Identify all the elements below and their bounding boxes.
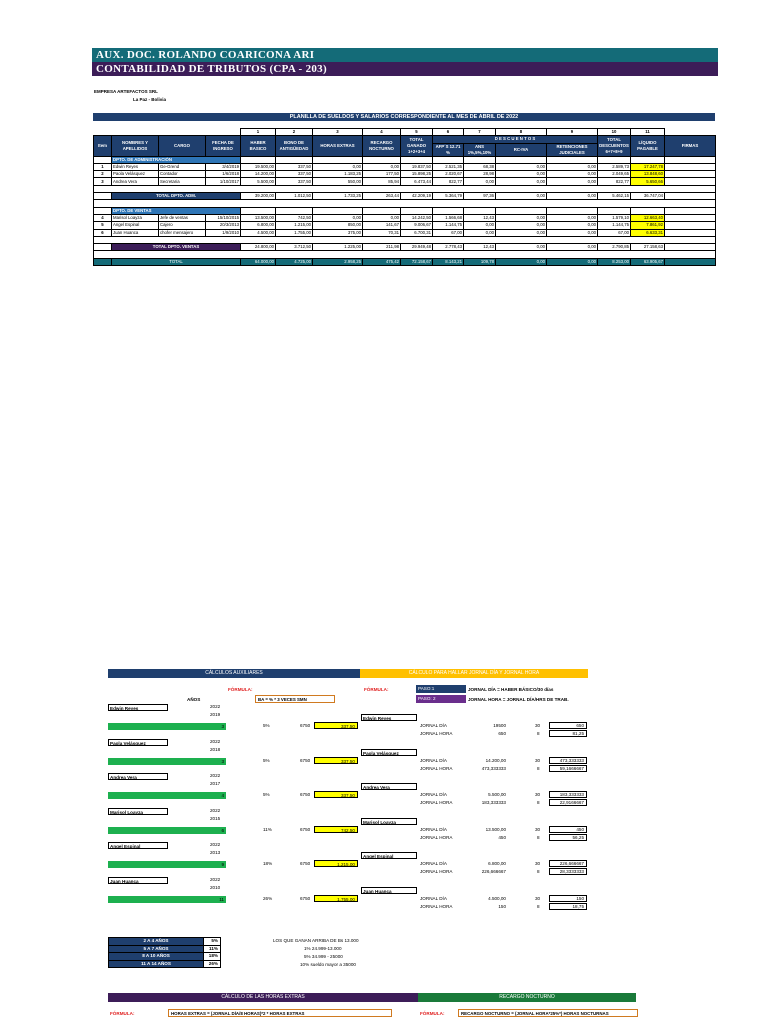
bono-result: 337,50 bbox=[314, 757, 358, 764]
jornal-hora-label: JORNAL HORA bbox=[420, 731, 453, 736]
table-cell: 1.755,00 bbox=[276, 229, 313, 236]
table-cell: 5.650,66 bbox=[631, 178, 665, 185]
jornal-hora-result: 18,75 bbox=[549, 903, 587, 910]
table-row bbox=[94, 214, 716, 221]
table-cell: 0,00 bbox=[496, 214, 547, 221]
year-ingreso: 2017 bbox=[210, 781, 221, 786]
table-cell: 7.861,92 bbox=[631, 222, 665, 229]
jornal-hora-label: JORNAL HORA bbox=[420, 834, 453, 840]
jornal-dia-result: 473,333333 bbox=[549, 757, 587, 764]
table-cell: 5 bbox=[94, 222, 112, 229]
jornal-hora-result: 56,25 bbox=[549, 834, 587, 841]
jornal-dia-label: JORNAL DÍA bbox=[420, 895, 447, 901]
table-cell: 14.242,50 bbox=[401, 214, 433, 221]
jornal-dia-label: JORNAL DÍA bbox=[420, 723, 447, 728]
table-row bbox=[94, 163, 716, 170]
smn-value: 6750 bbox=[300, 895, 311, 901]
note-4: 10% sueldo mayor a 35000 bbox=[300, 962, 356, 967]
total-sales-row bbox=[94, 244, 716, 251]
table-cell: 17.247,78 bbox=[631, 163, 665, 170]
jornal-dia-value: 6.800,00 bbox=[488, 861, 506, 866]
divisor-8: 8 bbox=[537, 869, 540, 874]
table-cell: Andrea Vera bbox=[112, 178, 159, 185]
note-1: LOS QUE GANAN ARRIBA DE Bs 13.000 bbox=[273, 938, 359, 943]
jornal-dia-value: 4.500,00 bbox=[488, 895, 506, 901]
year-current: 2022 bbox=[210, 807, 221, 813]
years-worked-bar: 4 bbox=[108, 792, 226, 799]
table-cell: 1/6/2018 bbox=[206, 171, 241, 178]
years-worked-bar: 11 bbox=[108, 896, 226, 903]
total-cell: 0,00 bbox=[547, 258, 598, 265]
formula-box-he: HORAS EXTRAS = (JORNAL DÍA/8 HORAS)*2 * HORAS EXTRAS bbox=[168, 1009, 392, 1017]
table-row bbox=[94, 222, 716, 229]
total-cell: 42.209,19 bbox=[401, 193, 433, 200]
total-cell: 4.725,00 bbox=[276, 258, 313, 265]
table-cell: 5.500,00 bbox=[241, 178, 276, 185]
table-cell: 0,00 bbox=[313, 214, 363, 221]
table-cell: 1.566,68 bbox=[433, 214, 464, 221]
grand-total-row bbox=[94, 258, 716, 265]
horas-extras-title: CÁLCULO DE LAS HORAS EXTRAS bbox=[108, 993, 418, 1002]
total-cell: 29.949,48 bbox=[401, 244, 433, 251]
table-cell: 822,77 bbox=[598, 178, 631, 185]
table-cell: 67,00 bbox=[598, 229, 631, 236]
total-cell: 5.462,15 bbox=[598, 193, 631, 200]
table-cell: Jefe de ventas bbox=[159, 214, 206, 221]
spacer-row bbox=[94, 251, 716, 258]
table-cell: 13.500,00 bbox=[241, 214, 276, 221]
table-cell: Cajero bbox=[159, 222, 206, 229]
company-location: La Paz - Bolivia bbox=[133, 97, 167, 102]
total-cell: 8.253,00 bbox=[598, 258, 631, 265]
table-cell: Edwin Reyes bbox=[112, 163, 159, 170]
table-cell: Angel Espinal bbox=[112, 222, 159, 229]
table-cell: 177,50 bbox=[363, 171, 401, 178]
table-cell: 0,00 bbox=[496, 229, 547, 236]
total-cell: 72.158,67 bbox=[401, 258, 433, 265]
jornal-dia-label: JORNAL DÍA bbox=[420, 792, 447, 797]
table-cell: Secretaria bbox=[159, 178, 206, 185]
years-worked-bar: 3 bbox=[108, 723, 226, 730]
table-cell: 0,00 bbox=[464, 178, 496, 185]
years-worked-bar: 9 bbox=[108, 861, 226, 868]
divisor-30: 30 bbox=[535, 895, 541, 901]
formula-label-right: FÓRMULA: bbox=[364, 687, 389, 692]
jornal-hora-value: 650 bbox=[498, 731, 506, 736]
table-cell: 850,00 bbox=[313, 222, 363, 229]
year-ingreso: 2013 bbox=[210, 850, 221, 855]
table-cell: Ge-Grend bbox=[159, 163, 206, 170]
table-cell: 0,00 bbox=[496, 163, 547, 170]
antiguedad-ranges-table: 2 A 4 AÑOS 5% 5 A 7 AÑOS 11% 8 A 10 AÑOS 18% 11 A 14 AÑOS 26% bbox=[108, 937, 221, 968]
total-cell: 0,00 bbox=[547, 244, 598, 251]
year-ingreso: 2019 bbox=[210, 712, 221, 717]
table-cell: 0,00 bbox=[464, 229, 496, 236]
bono-percent: 18% bbox=[263, 861, 273, 866]
table-cell: 19.500,00 bbox=[241, 163, 276, 170]
total-cell: 2.958,25 bbox=[313, 258, 363, 265]
table-cell: Contador bbox=[159, 171, 206, 178]
recargo-nocturno-title: RECARGO NOCTURNO bbox=[418, 993, 636, 1002]
table-cell: 19.837,50 bbox=[401, 163, 433, 170]
jornal-dia-value: 5.500,00 bbox=[488, 792, 506, 797]
years-worked-bar: 3 bbox=[108, 758, 226, 765]
table-cell: 1.144,75 bbox=[433, 222, 464, 229]
smn-value: 6750 bbox=[300, 792, 311, 797]
jornal-hora-result: 81,25 bbox=[549, 730, 587, 737]
smn-value: 6750 bbox=[300, 826, 311, 832]
employee-name-box: Angel Espinal bbox=[361, 852, 417, 859]
table-cell: 3/4/2019 bbox=[206, 163, 241, 170]
aux-title-left: CÁLCULOS AUXILIARES bbox=[108, 669, 360, 678]
table-cell: 2.589,73 bbox=[598, 163, 631, 170]
table-cell: Paola Velásquez bbox=[112, 171, 159, 178]
firma-cell bbox=[665, 171, 716, 178]
formula-box-bono: BA = % * 3 VECES SMN bbox=[255, 695, 335, 703]
table-cell: 6.700,31 bbox=[401, 229, 433, 236]
smn-value: 6750 bbox=[300, 861, 311, 866]
employee-name-box: Edwin Reyes bbox=[361, 714, 417, 721]
table-cell: 2 bbox=[94, 171, 112, 178]
table-cell: 12.663,40 bbox=[631, 214, 665, 221]
table-cell: 70,31 bbox=[363, 229, 401, 236]
firma-cell bbox=[665, 214, 716, 221]
total-cell: 64.000,00 bbox=[241, 258, 276, 265]
total-cell: 63.905,67 bbox=[631, 258, 665, 265]
jornal-hora-label: JORNAL HORA bbox=[420, 869, 453, 874]
employee-name-box: Paola Velásquez bbox=[361, 749, 417, 756]
employee-name-box: Marisol Loayza bbox=[361, 818, 417, 825]
header-row-2: AFP´S 12.71 % ANS 1%,5%,10% RC-IVA RETENCIONES JUDICIALES bbox=[94, 143, 716, 156]
total-cell: 0,00 bbox=[496, 193, 547, 200]
table-cell: 13.848,60 bbox=[631, 171, 665, 178]
total-cell: 5.364,79 bbox=[433, 193, 464, 200]
employee-name-box: Paola Velásquez bbox=[108, 739, 168, 746]
total-label: TOTAL DPTO. VENTAS bbox=[112, 244, 241, 251]
table-cell: 337,50 bbox=[276, 163, 313, 170]
firma-cell bbox=[665, 222, 716, 229]
table-cell: 0,00 bbox=[496, 171, 547, 178]
table-cell: 0,00 bbox=[547, 178, 598, 185]
total-cell: 1.225,00 bbox=[313, 244, 363, 251]
table-cell: 12,43 bbox=[464, 214, 496, 221]
jornal-dia-result: 226,666667 bbox=[549, 860, 587, 867]
jornal-dia-result: 183,333333 bbox=[549, 791, 587, 798]
dept-admin-row: DPTO. DE ADMINISTRACIÓN bbox=[94, 156, 716, 163]
table-cell: 550,00 bbox=[313, 178, 363, 185]
bono-percent: 11% bbox=[263, 826, 272, 832]
jornal-dia-result: 650 bbox=[549, 722, 587, 729]
dept-sales-row: DPTO. DE VENTAS bbox=[94, 207, 716, 214]
total-cell: 97,36 bbox=[464, 193, 496, 200]
bono-result: 337,50 bbox=[314, 791, 358, 798]
table-cell: 20/3/2013 bbox=[206, 222, 241, 229]
table-cell: 141,67 bbox=[363, 222, 401, 229]
total-label: TOTAL bbox=[112, 258, 241, 265]
table-cell: 6.800,00 bbox=[241, 222, 276, 229]
divisor-30: 30 bbox=[535, 861, 541, 866]
table-cell: 3 bbox=[94, 178, 112, 185]
firma-cell bbox=[665, 178, 716, 185]
jornal-dia-label: JORNAL DÍA bbox=[420, 826, 447, 832]
table-cell: 6.633,31 bbox=[631, 229, 665, 236]
table-cell: chofer mensajero bbox=[159, 229, 206, 236]
bono-percent: 5% bbox=[263, 792, 270, 797]
year-ingreso: 2015 bbox=[210, 815, 221, 821]
table-cell: 4 bbox=[94, 214, 112, 221]
employee-name-box: Marisol Loayza bbox=[108, 808, 168, 815]
table-cell: 9.006,67 bbox=[401, 222, 433, 229]
total-cell: 8.143,21 bbox=[433, 258, 464, 265]
jornal-hora-result: 22,9166667 bbox=[549, 799, 587, 806]
total-cell: 1.733,25 bbox=[313, 193, 363, 200]
spacer-row bbox=[94, 200, 716, 207]
table-row bbox=[94, 171, 716, 178]
bono-percent: 5% bbox=[263, 723, 270, 728]
divisor-30: 30 bbox=[535, 792, 541, 797]
total-cell: 24.800,00 bbox=[241, 244, 276, 251]
table-cell: 742,50 bbox=[276, 214, 313, 221]
jornal-hora-value: 226,666667 bbox=[481, 869, 506, 874]
header-row-1: Item NOMBRES Y APELLIDOS CARGO FECHA DE INGRESO HABER BASICO BONO DE ANTIGÜEDAD HORAS EXTRAS RECARGO NOCTURNO TOTAL GANADO 1+2+3+4 D E S C U E N T O S TOTAL DESCUENTOS 6+7+8+9 LÍQUIDO PAGABLE FIRMAS bbox=[94, 136, 716, 143]
total-cell: 27.158,63 bbox=[631, 244, 665, 251]
bono-percent: 5% bbox=[263, 757, 270, 763]
total-cell: 109,78 bbox=[464, 258, 496, 265]
firma-cell bbox=[665, 163, 716, 170]
total-cell: 2.778,43 bbox=[433, 244, 464, 251]
column-numbers-row: 1 2 3 4 5 6 7 8 9 10 11 bbox=[94, 129, 716, 136]
planilla-title: PLANILLA DE SUELDOS Y SALARIOS CORRESPONDIENTE AL MES DE ABRIL DE 2022 bbox=[93, 113, 715, 121]
table-cell: 0,00 bbox=[547, 171, 598, 178]
table-cell: 0,00 bbox=[313, 163, 363, 170]
table-cell: 6 bbox=[94, 229, 112, 236]
year-ingreso: 2010 bbox=[210, 884, 221, 890]
table-cell: 1.579,10 bbox=[598, 214, 631, 221]
table-cell: 2.521,35 bbox=[433, 163, 464, 170]
divisor-8: 8 bbox=[537, 731, 540, 736]
table-cell: 0,00 bbox=[547, 222, 598, 229]
employee-name-box: Juan Huanca bbox=[108, 877, 168, 884]
total-admin-row bbox=[94, 193, 716, 200]
bono-percent: 26% bbox=[263, 895, 273, 901]
course-title: AUX. DOC. ROLANDO COARICONA ARI bbox=[92, 48, 718, 62]
jornal-hora-result: 59,1666667 bbox=[549, 765, 587, 772]
table-cell: Marisol Loayza bbox=[112, 214, 159, 221]
total-cell: 0,00 bbox=[496, 258, 547, 265]
table-cell: 4.500,00 bbox=[241, 229, 276, 236]
divisor-8: 8 bbox=[537, 903, 540, 909]
aux-title-right: CÁLCULO PARA HALLAR JORNAL DÍA Y JORNAL HORA bbox=[360, 669, 588, 678]
jornal-hora-value: 150 bbox=[498, 903, 506, 909]
note-3: 5% 34.999 - 25000 bbox=[304, 954, 343, 959]
total-cell: 0,00 bbox=[496, 244, 547, 251]
total-cell: 36.747,04 bbox=[631, 193, 665, 200]
jornal-dia-label: JORNAL DÍA bbox=[420, 861, 447, 866]
divisor-30: 30 bbox=[535, 723, 541, 728]
bono-result: 337,50 bbox=[314, 722, 358, 729]
table-cell: 337,50 bbox=[276, 178, 313, 185]
firma-cell bbox=[665, 229, 716, 236]
note-2: 1% 24.999-13.000 bbox=[304, 946, 342, 951]
jornal-dia-value: 13.500,00 bbox=[485, 826, 506, 832]
paso2-text: JORNAL HORA = JORNAL DÍA/HRS DE TRAB. bbox=[468, 697, 569, 702]
total-cell: 0,00 bbox=[547, 193, 598, 200]
formula-label-left: FÓRMULA: bbox=[228, 687, 253, 692]
total-cell: 475,42 bbox=[363, 258, 401, 265]
table-cell: 85,94 bbox=[363, 178, 401, 185]
total-cell: 211,98 bbox=[363, 244, 401, 251]
jornal-dia-result: 150 bbox=[549, 895, 587, 902]
employee-name-box: Andrea Vera bbox=[361, 783, 417, 790]
formula-label-he: FÓRMULA: bbox=[110, 1011, 135, 1016]
table-cell: 67,00 bbox=[433, 229, 464, 236]
table-cell: 0,00 bbox=[496, 222, 547, 229]
jornal-dia-label: JORNAL DÍA bbox=[420, 757, 447, 763]
course-subtitle: CONTABILIDAD DE TRIBUTOS (CPA - 203) bbox=[92, 62, 718, 76]
employee-name-box: Andrea Vera bbox=[108, 773, 168, 780]
year-current: 2022 bbox=[210, 842, 221, 847]
table-cell: 0,00 bbox=[547, 163, 598, 170]
employee-name-box: Angel Espinal bbox=[108, 842, 168, 849]
table-cell: 2.020,67 bbox=[433, 171, 464, 178]
table-cell: 1.215,00 bbox=[276, 222, 313, 229]
bono-result: 1.215,00 bbox=[314, 860, 358, 867]
jornal-hora-label: JORNAL HORA bbox=[420, 800, 453, 805]
divisor-30: 30 bbox=[535, 826, 541, 832]
jornal-hora-value: 473,333333 bbox=[481, 765, 506, 771]
total-cell: 12,43 bbox=[464, 244, 496, 251]
table-cell: Juan Huanca bbox=[112, 229, 159, 236]
smn-value: 6750 bbox=[300, 757, 311, 763]
table-cell: 1 bbox=[94, 163, 112, 170]
total-label: TOTAL DPTO. ADM. bbox=[112, 193, 241, 200]
table-cell: 0,00 bbox=[547, 214, 598, 221]
anos-label: AÑOS bbox=[187, 697, 201, 702]
jornal-dia-value: 14.200,00 bbox=[485, 757, 506, 763]
employee-name-box: Juan Huanca bbox=[361, 887, 417, 894]
jornal-hora-value: 450 bbox=[498, 834, 506, 840]
jornal-hora-value: 183,333333 bbox=[481, 800, 506, 805]
table-cell: 337,50 bbox=[276, 171, 313, 178]
jornal-dia-value: 19500 bbox=[493, 723, 506, 728]
total-cell: 3.712,50 bbox=[276, 244, 313, 251]
spacer-row bbox=[94, 185, 716, 192]
jornal-hora-result: 28,3333333 bbox=[549, 868, 587, 875]
year-current: 2022 bbox=[210, 704, 221, 709]
table-cell: 68,38 bbox=[464, 163, 496, 170]
smn-value: 6750 bbox=[300, 723, 311, 728]
employee-name-box: Edwin Reyes bbox=[108, 704, 168, 711]
year-ingreso: 2018 bbox=[210, 746, 221, 752]
table-cell: 6.473,44 bbox=[401, 178, 433, 185]
table-row bbox=[94, 229, 716, 236]
paso1-badge: PASO:1 bbox=[416, 685, 466, 693]
table-cell: 375,00 bbox=[313, 229, 363, 236]
table-cell: 2.049,65 bbox=[598, 171, 631, 178]
table-cell: 0,00 bbox=[496, 178, 547, 185]
paso1-text: JORNAL DÍA = HABER BÁSICO/30 días bbox=[468, 687, 554, 692]
total-cell: 263,44 bbox=[363, 193, 401, 200]
table-cell: 1.144,75 bbox=[598, 222, 631, 229]
divisor-8: 8 bbox=[537, 765, 540, 771]
year-current: 2022 bbox=[210, 773, 221, 778]
payroll-table bbox=[93, 128, 716, 266]
jornal-dia-result: 450 bbox=[549, 826, 587, 833]
divisor-8: 8 bbox=[537, 834, 540, 840]
company-name: EMPRESA ARTEFACTOS SRL bbox=[94, 89, 158, 94]
table-cell: 15/10/2015 bbox=[206, 214, 241, 221]
table-cell: 1/9/2010 bbox=[206, 229, 241, 236]
years-worked-bar: 6 bbox=[108, 827, 226, 834]
table-cell: 1/10/2017 bbox=[206, 178, 241, 185]
table-cell: 28,98 bbox=[464, 171, 496, 178]
table-cell: 1.183,25 bbox=[313, 171, 363, 178]
divisor-30: 30 bbox=[535, 757, 541, 763]
table-cell: 15.898,25 bbox=[401, 171, 433, 178]
year-current: 2022 bbox=[210, 738, 221, 744]
spacer-row bbox=[94, 236, 716, 243]
paso2-badge: PASO: 2 bbox=[416, 695, 466, 703]
jornal-hora-label: JORNAL HORA bbox=[420, 765, 453, 771]
table-cell: 0,00 bbox=[363, 214, 401, 221]
bono-result: 742,50 bbox=[314, 826, 358, 833]
divisor-8: 8 bbox=[537, 800, 540, 805]
formula-label-rn: FÓRMULA: bbox=[420, 1011, 445, 1016]
table-cell: 822,77 bbox=[433, 178, 464, 185]
total-cell: 1.012,50 bbox=[276, 193, 313, 200]
table-cell: 14.200,00 bbox=[241, 171, 276, 178]
table-cell: 0,00 bbox=[547, 229, 598, 236]
table-cell: 0,00 bbox=[464, 222, 496, 229]
year-current: 2022 bbox=[210, 876, 221, 882]
bono-result: 1.755,00 bbox=[314, 895, 358, 902]
table-cell: 0,00 bbox=[363, 163, 401, 170]
formula-box-rn: RECARGO NOCTURNO = (JORNAL HORA*25%*) HORAS NOCTURNAS bbox=[458, 1009, 638, 1017]
total-cell: 39.200,00 bbox=[241, 193, 276, 200]
table-row bbox=[94, 178, 716, 185]
jornal-hora-label: JORNAL HORA bbox=[420, 903, 453, 909]
total-cell: 2.790,85 bbox=[598, 244, 631, 251]
